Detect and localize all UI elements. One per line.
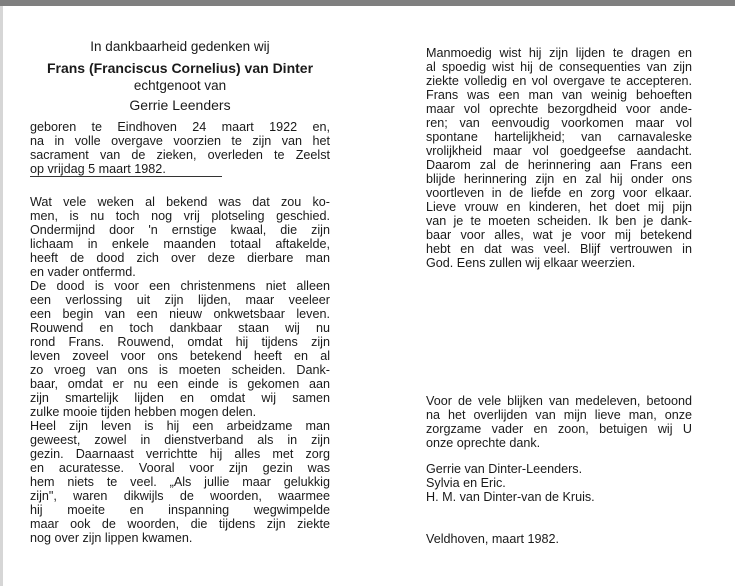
- text-line: ziekte volledig en vol overgave te accepteren.: [426, 74, 692, 88]
- text-line: Voor de vele blijken van medeleven, betoond: [426, 394, 692, 408]
- birth-paragraph: [30, 120, 330, 177]
- text-line: en vader ontfermd.: [30, 265, 136, 279]
- left-column: [30, 40, 330, 545]
- text-line: Frans was een man van weinig behoeften: [426, 88, 692, 102]
- text-line: Manmoedig wist hij zijn lijden te dragen en: [426, 46, 692, 60]
- top-bar: [0, 0, 735, 6]
- right-column: [426, 46, 692, 546]
- text-line: rond Frans. Rouwend, omdat hij tijdens zijn: [30, 335, 330, 349]
- text-line: blijde herinnering zijn en zal hij onder ons: [426, 172, 692, 186]
- text-line: hem niets te veel. „Als jullie maar gelukkig: [30, 475, 330, 489]
- left-edge: [0, 6, 3, 586]
- text-line: van je te moeten scheiden. Ik ben je dank-: [426, 214, 692, 228]
- signature-line: Gerrie van Dinter-Leenders.: [426, 462, 583, 476]
- text-line: Daarom zal de herinnering aan Frans een: [426, 158, 692, 172]
- text-line: zijn", waren dikwijls de woorden, waarmee: [30, 489, 330, 503]
- text-line: De dood is voor een christenmens niet alleen: [30, 279, 330, 293]
- right-paragraph: [426, 46, 692, 270]
- text-line: onze oprechte dank.: [426, 436, 541, 450]
- text-line: men, is nu toch nog vrij plotseling geschied.: [30, 209, 330, 223]
- text-line: ren; van eenvoudig voorkomen maar vol: [426, 116, 692, 130]
- text-line: geweest, zowel in dienstverband als in zijn: [30, 433, 330, 447]
- text-line: zorgzame vader en zoon, betuigen wij U: [426, 422, 692, 436]
- left-paragraph-2: [30, 279, 330, 419]
- text-line: vrolijkheid maar vol goedgeefse aandacht.: [426, 144, 692, 158]
- spouse-name: Gerrie Leenders: [129, 97, 231, 113]
- text-line: na het overlijden van mijn lieve man, onze: [426, 408, 692, 422]
- text-line: maar ook de woorden, die tijdens zijn ziekte: [30, 517, 330, 531]
- signature-line: Sylvia en Eric.: [426, 476, 506, 490]
- birth-line: na in volle overgave voorzien te zijn van het: [30, 134, 330, 148]
- birth-line: sacrament van de zieken, overleden te Zeelst: [30, 148, 330, 162]
- text-line: een begin van een nieuw onkwetsbaar leven.: [30, 307, 330, 321]
- text-line: Wat vele weken al bekend was dat zou ko-: [30, 195, 330, 209]
- text-line: baar voor alles, wat je voor mij betekend: [426, 228, 692, 242]
- text-line: gezin. Daarnaast verrichtte hij alles met zorg: [30, 447, 330, 461]
- relation-text: echtgenoot van: [133, 78, 227, 93]
- text-line: leven zoveel voor ons betekend heeft en al: [30, 349, 330, 363]
- left-paragraph-1: [30, 195, 330, 279]
- signatures: [426, 462, 692, 504]
- text-line: zijn smartelijk lijden en omdat wij samen: [30, 391, 330, 405]
- text-line: baar, omdat er nu een einde is gekomen aan: [30, 377, 330, 391]
- text-line: voortleven in de liefde en zorg voor elkaar.: [426, 186, 692, 200]
- birth-line: op vrijdag 5 maart 1982.: [30, 162, 222, 177]
- text-line: en acuratesse. Vooral voor zijn gezin was: [30, 461, 330, 475]
- text-line: lichaam in enkele maanden totaal aftakelde,: [30, 237, 330, 251]
- thanks-paragraph: [426, 394, 692, 450]
- text-line: God. Eens zullen wij elkaar weerzien.: [426, 256, 636, 270]
- text-line: hebt en dat was veel. Blijf vertrouwen in: [426, 242, 692, 256]
- signature-line: H. M. van Dinter-van de Kruis.: [426, 490, 595, 504]
- intro-text: In dankbaarheid gedenken wij: [90, 39, 270, 54]
- text-line: een verlossing uit zijn lijden, maar veeleer: [30, 293, 330, 307]
- text-line: zulke mooie tijden hebben mogen delen.: [30, 405, 257, 419]
- text-line: nog over zijn lippen kwamen.: [30, 531, 193, 545]
- text-line: Ondermijnd door 'n ernstige kwaal, die zijn: [30, 223, 330, 237]
- text-line: Heel zijn leven is hij een arbeidzame man: [30, 419, 330, 433]
- text-line: al spoedig wist hij de consequenties van zijn: [426, 60, 692, 74]
- text-line: Lieve vrouw en kinderen, het doet mij pijn: [426, 200, 692, 214]
- text-line: Rouwend en toch dankbaar staan wij nu: [30, 321, 330, 335]
- text-line: zo vroeg van ons is moeten scheiden. Dank-: [30, 363, 330, 377]
- birth-line: geboren te Eindhoven 24 maart 1922 en,: [30, 120, 330, 134]
- text-line: maar vol oprechte bezorgdheid voor ande-: [426, 102, 692, 116]
- text-line: spontane hartelijkheid; van carnavaleske: [426, 130, 692, 144]
- place-date: Veldhoven, maart 1982.: [426, 532, 560, 546]
- left-paragraph-3: [30, 419, 330, 545]
- text-line: hij moeite en inspanning wegwimpelde: [30, 503, 330, 517]
- deceased-name: Frans (Franciscus Cornelius) van Dinter: [46, 60, 314, 76]
- text-line: heeft de dood zich over deze dierbare man: [30, 251, 330, 265]
